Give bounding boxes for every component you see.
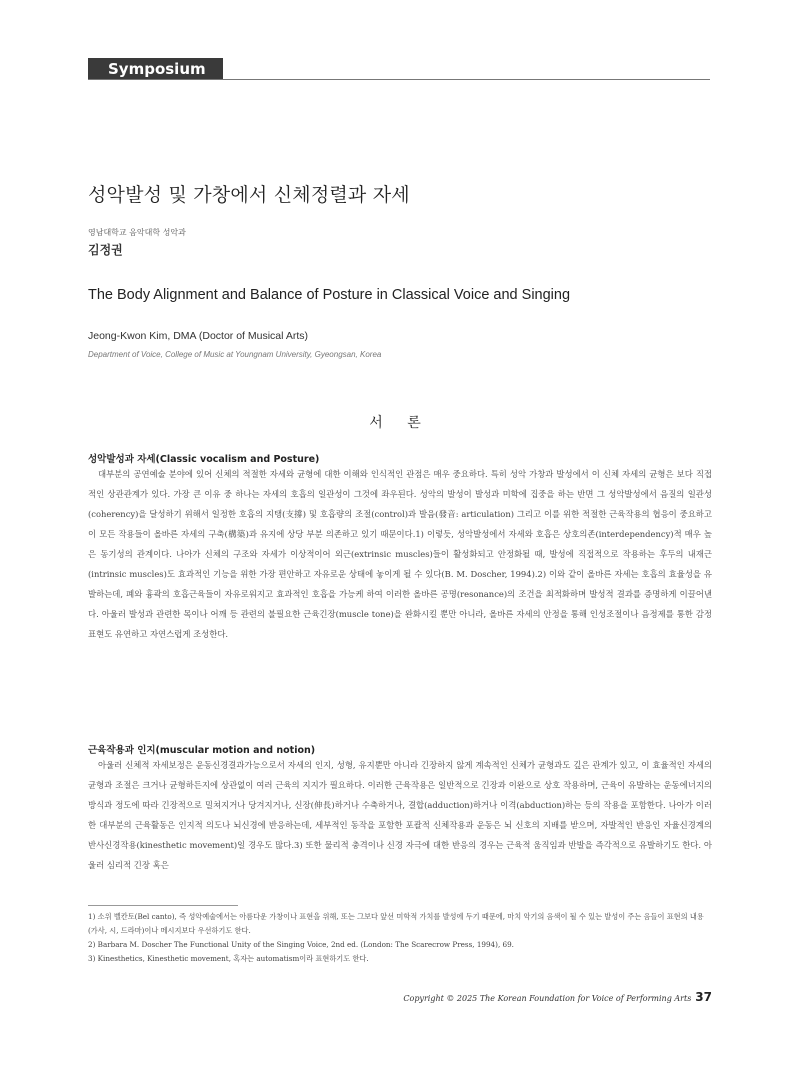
header-rule [88,79,710,80]
page-number: 37 [695,990,712,1004]
subsection-heading-posture: 성악발성과 자세(Classic vocalism and Posture) [88,454,320,465]
subsection-heading-muscular: 근육작용과 인지(muscular motion and notion) [88,745,316,756]
footnote-1: 1) 소위 벨칸토(Bel canto), 즉 성악예술에서는 아름다운 가창이나 표현을 위해, 또는 그보다 앞선 미학적 가치를 발성에 두기 때문에, 마치 악기의 음색이 될 수 있는 발성이 주는 음들이 표현의 내용(가사, 시, 드라마)이나 메시지보다 우선하기도 한다. [88,912,704,935]
author-name-korean: 김정권 [88,243,123,257]
footnote-rule [88,905,238,906]
paragraph-posture: 대부분의 공연예술 분야에 있어 신체의 적절한 자세와 균형에 대한 이해와 인식적인 관점은 매우 중요하다. 특히 성악 가창과 발성에서 이 신체 자세의 균형은 보다 직접적인 상관관계가 있다. 가장 큰 이유 중 하나는 자세의 호흡의 일관성이 그것에 좌우된다. 성악의 발성이 발성과 미학에 집중을 하는 반면 그 성악발성에서 음질의 일관성(coherency)을 달성하기 위해서 일정한 호흡의 지탱(支撐) 및 호흡량의 조절(control)과 발음(發音: articulation) 그리고 이를 위한 적절한 근육작용의 협응이 중요하고 이 모든 작용들이 올바른 자세의 구축(構築)과 유지에 상당 부분 의존하고 있기 때문이다.1) 이렇듯, 성악발성에서 자세와 호흡은 상호의존(interdependency)적 매우 높은 동기성의 관계이다. 나아가 신체의 구조와 자세가 이상적이어 외근(extrinsic muscles)들이 활성화되고 안정화될 때, 발성에 직접적으로 작용하는 후두의 내재근(intrinsic muscles)도 효과적인 기능을 위한 가장 편안하고 자유로운 상태에 놓이게 될 수 있다(B. M. Doscher, 1994).2) 이와 같이 올바른 자세는 호흡의 효율성을 유발하는데, 폐와 흉곽의 호흡근육들이 자유로워지고 효과적인 호흡을 가능케 하여 이러한 올바른 공명(resonance)의 조건을 최적화하며 발성적 결과를 증명하게 이끌어낸다. 아울러 발성과 관련한 목이나 어깨 등 관련의 불필요한 근육긴장(muscle tone)을 완화시킬 뿐만 아니라, 올바른 자세의 안정을 통해 인성조절이나 음정제를 통한 감정 표현도 유연하고 자연스럽게 조성한다. [88,469,712,639]
paragraph-muscular: 아울러 신체적 자세보정은 운동신경결과가능으로서 자세의 인지, 성형, 유지뿐만 아니라 긴장하지 않게 계속적인 신체가 균형과도 깊은 관계가 있고, 이 효율적인 자세의 균형과 조절은 크거나 균형하든지에 상관없이 여러 근육의 지지가 필요하다. 이러한 근육작용은 일반적으로 긴장과 이완으로 상호 작용하며, 근육이 유발하는 운동에너지의 방식과 정도에 따라 긴장적으로 밀쳐지거나 당겨지거나, 신장(伸長)하거나 수축하거나, 결합(adduction)하거나 이격(abduction)하는 등의 작용을 포함한다. 나아가 이러한 대부분의 근육활동은 인지적 의도나 뇌신경에 반응하는데, 세부적인 동작을 포함한 포괄적 신체작용과 운동은 뇌 신호의 지배를 받으며, 자발적인 반응인 자율신경계의 반사신경작용(kinesthetic movement)일 경우도 많다.3) 또한 물리적 충격이나 신경 자극에 대한 반응의 경우는 근육적 움직임과 반발을 즉각적으로 유발하기도 한다. 아울러 심리적 긴장 혹은 [88,760,712,870]
footer-copyright [403,990,712,1004]
article-title-english: The Body Alignment and Balance of Posture in Classical Voice and Singing [88,287,571,303]
section-title: 서 론 [369,415,431,431]
footnotes [88,910,712,966]
section-tag: Symposium [88,58,223,80]
copyright-text: Copyright © 2025 The Korean Foundation for Voice of Performing Arts [403,994,692,1003]
footnote-3: 3) Kinesthetics, Kinesthetic movement, 혹자는 automatism이라 표현하기도 한다. [88,954,369,963]
author-name-english: Jeong-Kwon Kim, DMA (Doctor of Musical Arts) [88,330,308,342]
author-affiliation-korean: 영남대학교 음악대학 성악과 [88,228,186,237]
article-title-korean: 성악발성 및 가창에서 신체정렬과 자세 [88,184,410,206]
author-department-english: Department of Voice, College of Music at Youngnam University, Gyeongsan, Korea [88,350,382,359]
footnote-2: 2) Barbara M. Doscher The Functional Unity of the Singing Voice, 2nd ed. (London: The Scarecrow Press, 1994), 69. [88,940,514,949]
